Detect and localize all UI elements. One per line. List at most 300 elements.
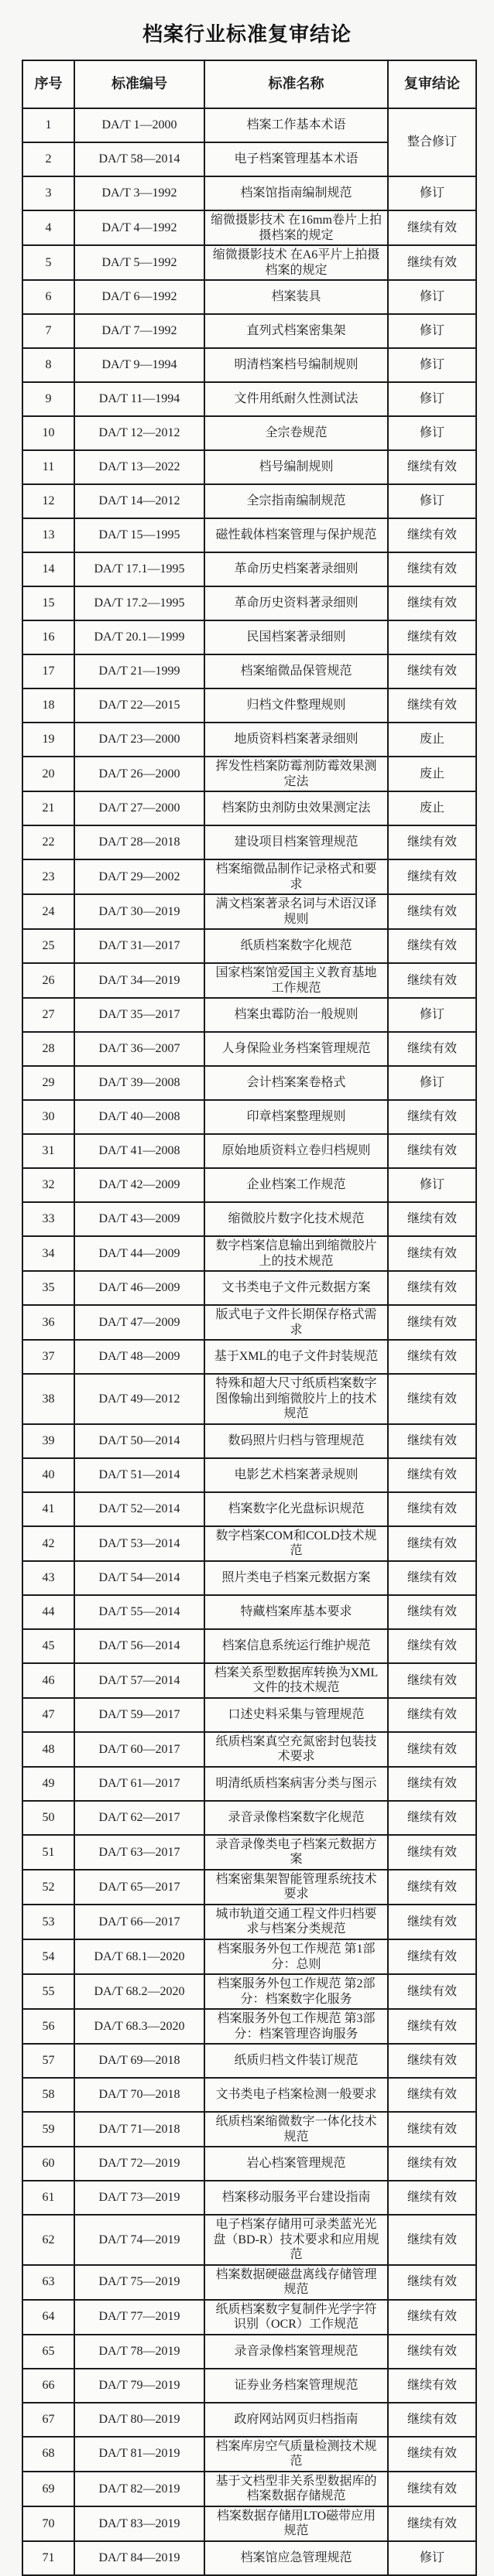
table-row bbox=[22, 1526, 476, 1561]
conclusion-cell: 继续有效 bbox=[388, 1767, 476, 1801]
row-no-cell: 63 bbox=[22, 2265, 74, 2300]
row-no-cell: 10 bbox=[22, 416, 74, 450]
table-row bbox=[22, 620, 476, 654]
row-no-cell: 41 bbox=[22, 1492, 74, 1526]
conclusion-cell: 继续有效 bbox=[388, 929, 476, 963]
table-row bbox=[22, 1340, 476, 1374]
row-no-cell: 44 bbox=[22, 1595, 74, 1629]
table-row bbox=[22, 1168, 476, 1202]
conclusion-cell: 废止 bbox=[388, 723, 476, 757]
header-row bbox=[22, 60, 476, 108]
row-no-cell: 57 bbox=[22, 2044, 74, 2078]
std-name-cell: 人身保险业务档案管理规范 bbox=[204, 1032, 388, 1066]
row-no-cell: 7 bbox=[22, 314, 74, 348]
conclusion-cell: 继续有效 bbox=[388, 552, 476, 586]
conclusion-cell: 继续有效 bbox=[388, 654, 476, 688]
row-no-cell: 2 bbox=[22, 142, 74, 176]
std-name-cell: 基于XML的电子文件封装规范 bbox=[204, 1340, 388, 1374]
std-code-cell: DA/T 46—2009 bbox=[74, 1271, 204, 1305]
table-row bbox=[22, 1458, 476, 1492]
conclusion-cell: 继续有效 bbox=[388, 1032, 476, 1066]
conclusion-cell: 继续有效 bbox=[388, 2181, 476, 2215]
std-name-cell: 文书类电子文件元数据方案 bbox=[204, 1271, 388, 1305]
std-name-cell: 基于文档型非关系型数据库的档案数据存储规范 bbox=[204, 2472, 388, 2506]
conclusion-cell: 继续有效 bbox=[388, 1305, 476, 1340]
std-code-cell: DA/T 12—2012 bbox=[74, 416, 204, 450]
std-code-cell: DA/T 14—2012 bbox=[74, 484, 204, 518]
table-row bbox=[22, 176, 476, 210]
std-name-cell: 档案缩微品保管规范 bbox=[204, 654, 388, 688]
std-name-cell: 特殊和超大尺寸纸质档案数字图像输出到缩微胶片上的技术规范 bbox=[204, 1374, 388, 1424]
table-row bbox=[22, 1032, 476, 1066]
std-name-cell: 版式电子文件长期保存格式需求 bbox=[204, 1305, 388, 1340]
std-name-cell: 特藏档案库基本要求 bbox=[204, 1595, 388, 1629]
conclusion-cell: 继续有效 bbox=[388, 2369, 476, 2403]
row-no-cell: 29 bbox=[22, 1066, 74, 1100]
row-no-cell: 64 bbox=[22, 2300, 74, 2335]
table-row bbox=[22, 2300, 476, 2335]
std-name-cell: 民国档案著录细则 bbox=[204, 620, 388, 654]
conclusion-cell: 继续有效 bbox=[388, 1974, 476, 2009]
std-name-cell: 档案虫霉防治一般规则 bbox=[204, 998, 388, 1032]
row-no-cell: 23 bbox=[22, 859, 74, 894]
table-row bbox=[22, 1974, 476, 2009]
std-code-cell: DA/T 78—2019 bbox=[74, 2335, 204, 2369]
std-code-cell: DA/T 75—2019 bbox=[74, 2265, 204, 2300]
std-name-cell: 建设项目档案管理规范 bbox=[204, 825, 388, 859]
std-code-cell: DA/T 7—1992 bbox=[74, 314, 204, 348]
row-no-cell: 49 bbox=[22, 1767, 74, 1801]
conclusion-cell: 修订 bbox=[388, 484, 476, 518]
row-no-cell: 15 bbox=[22, 586, 74, 620]
std-name-cell: 满文档案著录名词与术语汉译规则 bbox=[204, 894, 388, 929]
row-no-cell: 24 bbox=[22, 894, 74, 929]
row-no-cell: 16 bbox=[22, 620, 74, 654]
table-row bbox=[22, 963, 476, 998]
row-no-cell: 25 bbox=[22, 929, 74, 963]
table-row bbox=[22, 1905, 476, 1939]
std-name-cell: 电影艺术档案著录规则 bbox=[204, 1458, 388, 1492]
row-no-cell: 47 bbox=[22, 1698, 74, 1732]
conclusion-cell: 继续有效 bbox=[388, 963, 476, 998]
row-no-cell: 30 bbox=[22, 1100, 74, 1134]
table-row bbox=[22, 1939, 476, 1974]
table-row bbox=[22, 757, 476, 791]
std-name-cell: 电子档案管理基本术语 bbox=[204, 142, 388, 176]
std-name-cell: 直列式档案密集架 bbox=[204, 314, 388, 348]
conclusion-cell: 修订 bbox=[388, 1066, 476, 1100]
conclusion-cell: 继续有效 bbox=[388, 825, 476, 859]
conclusion-cell: 修订 bbox=[388, 280, 476, 314]
std-name-cell: 缩微胶片数字化技术规范 bbox=[204, 1202, 388, 1236]
table-row bbox=[22, 2437, 476, 2472]
conclusion-cell: 继续有效 bbox=[388, 518, 476, 552]
table-row bbox=[22, 1629, 476, 1663]
std-code-cell: DA/T 62—2017 bbox=[74, 1801, 204, 1835]
row-no-cell: 21 bbox=[22, 791, 74, 825]
std-code-cell: DA/T 6—1992 bbox=[74, 280, 204, 314]
table-row bbox=[22, 2369, 476, 2403]
std-code-cell: DA/T 70—2018 bbox=[74, 2078, 204, 2112]
table-row bbox=[22, 1801, 476, 1835]
std-name-cell: 档案缩微品制作记录格式和要求 bbox=[204, 859, 388, 894]
conclusion-cell: 继续有效 bbox=[388, 2112, 476, 2147]
std-name-cell: 档案密集架智能管理系统技术要求 bbox=[204, 1870, 388, 1905]
std-name-cell: 档案数据硬磁盘离线存储管理规范 bbox=[204, 2265, 388, 2300]
std-name-cell: 档案库房空气质量检测技术规范 bbox=[204, 2437, 388, 2472]
std-code-cell: DA/T 13—2022 bbox=[74, 450, 204, 484]
row-no-cell: 53 bbox=[22, 1905, 74, 1939]
table-row bbox=[22, 1305, 476, 1340]
table-row bbox=[22, 1202, 476, 1236]
table-row bbox=[22, 2112, 476, 2147]
table-row bbox=[22, 245, 476, 280]
row-no-cell: 40 bbox=[22, 1458, 74, 1492]
std-name-cell: 岩心档案管理规范 bbox=[204, 2147, 388, 2181]
std-name-cell: 录音录像类电子档案元数据方案 bbox=[204, 1835, 388, 1870]
row-no-cell: 35 bbox=[22, 1271, 74, 1305]
std-code-cell: DA/T 1—2000 bbox=[74, 108, 204, 142]
table-row bbox=[22, 484, 476, 518]
row-no-cell: 48 bbox=[22, 1732, 74, 1767]
std-name-cell: 国家档案馆爱国主义教育基地工作规范 bbox=[204, 963, 388, 998]
std-name-cell: 文件用纸耐久性测试法 bbox=[204, 382, 388, 416]
table-row bbox=[22, 998, 476, 1032]
row-no-cell: 5 bbox=[22, 245, 74, 280]
std-code-cell: DA/T 61—2017 bbox=[74, 1767, 204, 1801]
table-row bbox=[22, 2403, 476, 2437]
row-no-cell: 66 bbox=[22, 2369, 74, 2403]
conclusion-cell: 继续有效 bbox=[388, 2472, 476, 2506]
table-row bbox=[22, 894, 476, 929]
table-row bbox=[22, 688, 476, 723]
conclusion-cell: 修订 bbox=[388, 2541, 476, 2575]
std-name-cell: 挥发性档案防霉剂防霉效果测定法 bbox=[204, 757, 388, 791]
std-code-cell: DA/T 80—2019 bbox=[74, 2403, 204, 2437]
std-code-cell: DA/T 30—2019 bbox=[74, 894, 204, 929]
std-code-cell: DA/T 53—2014 bbox=[74, 1526, 204, 1561]
conclusion-cell: 继续有效 bbox=[388, 2300, 476, 2335]
row-no-cell: 4 bbox=[22, 210, 74, 245]
std-code-cell: DA/T 52—2014 bbox=[74, 1492, 204, 1526]
row-no-cell: 20 bbox=[22, 757, 74, 791]
std-code-cell: DA/T 17.2—1995 bbox=[74, 586, 204, 620]
std-code-cell: DA/T 20.1—1999 bbox=[74, 620, 204, 654]
std-code-cell: DA/T 5—1992 bbox=[74, 245, 204, 280]
std-name-cell: 缩微摄影技术 在A6平片上拍摄档案的规定 bbox=[204, 245, 388, 280]
conclusion-cell: 继续有效 bbox=[388, 1236, 476, 1271]
std-name-cell: 纸质档案数字化规范 bbox=[204, 929, 388, 963]
row-no-cell: 37 bbox=[22, 1340, 74, 1374]
table-row bbox=[22, 2265, 476, 2300]
std-name-cell: 全宗指南编制规范 bbox=[204, 484, 388, 518]
conclusion-cell: 继续有效 bbox=[388, 2147, 476, 2181]
std-name-cell: 证券业务档案管理规范 bbox=[204, 2369, 388, 2403]
conclusion-cell: 继续有效 bbox=[388, 2403, 476, 2437]
std-code-cell: DA/T 34—2019 bbox=[74, 963, 204, 998]
table-row bbox=[22, 1595, 476, 1629]
conclusion-cell: 修订 bbox=[388, 416, 476, 450]
std-code-cell: DA/T 73—2019 bbox=[74, 2181, 204, 2215]
conclusion-cell: 修订 bbox=[388, 176, 476, 210]
table-row bbox=[22, 1100, 476, 1134]
std-code-cell: DA/T 21—1999 bbox=[74, 654, 204, 688]
conclusion-cell: 继续有效 bbox=[388, 450, 476, 484]
table-header bbox=[22, 60, 476, 108]
conclusion-cell: 继续有效 bbox=[388, 1801, 476, 1835]
std-code-cell: DA/T 57—2014 bbox=[74, 1663, 204, 1698]
conclusion-cell: 继续有效 bbox=[388, 2078, 476, 2112]
std-name-cell: 纸质档案缩微数字一体化技术规范 bbox=[204, 2112, 388, 2147]
conclusion-cell: 修订 bbox=[388, 348, 476, 382]
std-name-cell: 革命历史档案著录细则 bbox=[204, 552, 388, 586]
std-name-cell: 会计档案案卷格式 bbox=[204, 1066, 388, 1100]
conclusion-cell: 继续有效 bbox=[388, 586, 476, 620]
std-code-cell: DA/T 54—2014 bbox=[74, 1561, 204, 1595]
header-no: 序号 bbox=[22, 60, 74, 108]
table-row bbox=[22, 723, 476, 757]
row-no-cell: 42 bbox=[22, 1526, 74, 1561]
table-row bbox=[22, 314, 476, 348]
conclusion-cell: 继续有效 bbox=[388, 1492, 476, 1526]
row-no-cell: 52 bbox=[22, 1870, 74, 1905]
table-row bbox=[22, 2335, 476, 2369]
conclusion-cell: 修订 bbox=[388, 1168, 476, 1202]
row-no-cell: 70 bbox=[22, 2506, 74, 2541]
conclusion-cell: 继续有效 bbox=[388, 2215, 476, 2265]
std-code-cell: DA/T 65—2017 bbox=[74, 1870, 204, 1905]
std-code-cell: DA/T 22—2015 bbox=[74, 688, 204, 723]
std-code-cell: DA/T 84—2019 bbox=[74, 2541, 204, 2575]
header-std-name: 标准名称 bbox=[204, 60, 388, 108]
row-no-cell: 12 bbox=[22, 484, 74, 518]
row-no-cell: 13 bbox=[22, 518, 74, 552]
std-code-cell: DA/T 49—2012 bbox=[74, 1374, 204, 1424]
row-no-cell: 33 bbox=[22, 1202, 74, 1236]
table-row bbox=[22, 1732, 476, 1767]
std-name-cell: 口述史料采集与管理规范 bbox=[204, 1698, 388, 1732]
table-row bbox=[22, 552, 476, 586]
row-no-cell: 46 bbox=[22, 1663, 74, 1698]
std-code-cell: DA/T 59—2017 bbox=[74, 1698, 204, 1732]
table-row bbox=[22, 1374, 476, 1424]
row-no-cell: 43 bbox=[22, 1561, 74, 1595]
table-row bbox=[22, 1698, 476, 1732]
std-code-cell: DA/T 77—2019 bbox=[74, 2300, 204, 2335]
table-row bbox=[22, 1236, 476, 1271]
std-name-cell: 磁性载体档案管理与保护规范 bbox=[204, 518, 388, 552]
conclusion-cell: 继续有效 bbox=[388, 2335, 476, 2369]
std-name-cell: 档案数字化光盘标识规范 bbox=[204, 1492, 388, 1526]
std-name-cell: 明清档案档号编制规则 bbox=[204, 348, 388, 382]
std-code-cell: DA/T 50—2014 bbox=[74, 1424, 204, 1458]
std-code-cell: DA/T 40—2008 bbox=[74, 1100, 204, 1134]
std-name-cell: 数字档案COM和COLD技术规范 bbox=[204, 1526, 388, 1561]
conclusion-cell: 继续有效 bbox=[388, 1698, 476, 1732]
conclusion-cell: 继续有效 bbox=[388, 894, 476, 929]
table-row bbox=[22, 210, 476, 245]
row-no-cell: 26 bbox=[22, 963, 74, 998]
conclusion-cell: 继续有效 bbox=[388, 1424, 476, 1458]
std-code-cell: DA/T 41—2008 bbox=[74, 1134, 204, 1168]
conclusion-cell: 继续有效 bbox=[388, 1732, 476, 1767]
row-no-cell: 19 bbox=[22, 723, 74, 757]
row-no-cell: 17 bbox=[22, 654, 74, 688]
table-row bbox=[22, 1870, 476, 1905]
conclusion-cell: 继续有效 bbox=[388, 2265, 476, 2300]
conclusion-cell: 继续有效 bbox=[388, 1526, 476, 1561]
std-name-cell: 企业档案工作规范 bbox=[204, 1168, 388, 1202]
standards-review-table bbox=[22, 60, 477, 2576]
table-row bbox=[22, 1561, 476, 1595]
table-row bbox=[22, 2078, 476, 2112]
std-code-cell: DA/T 44—2009 bbox=[74, 1236, 204, 1271]
std-name-cell: 档案装具 bbox=[204, 280, 388, 314]
row-no-cell: 34 bbox=[22, 1236, 74, 1271]
conclusion-cell: 继续有效 bbox=[388, 1202, 476, 1236]
table-row bbox=[22, 2044, 476, 2078]
table-row bbox=[22, 929, 476, 963]
conclusion-cell: 继续有效 bbox=[388, 1663, 476, 1698]
std-name-cell: 档案移动服务平台建设指南 bbox=[204, 2181, 388, 2215]
std-name-cell: 归档文件整理规则 bbox=[204, 688, 388, 723]
table-row bbox=[22, 2181, 476, 2215]
table-row bbox=[22, 2147, 476, 2181]
row-no-cell: 14 bbox=[22, 552, 74, 586]
std-code-cell: DA/T 83—2019 bbox=[74, 2506, 204, 2541]
table-row bbox=[22, 2472, 476, 2506]
table-row bbox=[22, 450, 476, 484]
conclusion-cell: 继续有效 bbox=[388, 1905, 476, 1939]
table-row bbox=[22, 586, 476, 620]
std-name-cell: 录音录像档案管理规范 bbox=[204, 2335, 388, 2369]
row-no-cell: 65 bbox=[22, 2335, 74, 2369]
std-code-cell: DA/T 39—2008 bbox=[74, 1066, 204, 1100]
std-name-cell: 地质资料档案著录细则 bbox=[204, 723, 388, 757]
std-code-cell: DA/T 48—2009 bbox=[74, 1340, 204, 1374]
std-code-cell: DA/T 42—2009 bbox=[74, 1168, 204, 1202]
row-no-cell: 31 bbox=[22, 1134, 74, 1168]
header-conclusion: 复审结论 bbox=[388, 60, 476, 108]
row-no-cell: 11 bbox=[22, 450, 74, 484]
std-code-cell: DA/T 79—2019 bbox=[74, 2369, 204, 2403]
row-no-cell: 61 bbox=[22, 2181, 74, 2215]
table-row bbox=[22, 280, 476, 314]
std-code-cell: DA/T 9—1994 bbox=[74, 348, 204, 382]
conclusion-cell: 废止 bbox=[388, 757, 476, 791]
std-code-cell: DA/T 29—2002 bbox=[74, 859, 204, 894]
std-name-cell: 档案馆应急管理规范 bbox=[204, 2541, 388, 2575]
std-name-cell: 电子档案存储用可录类蓝光光盘（BD-R）技术要求和应用规范 bbox=[204, 2215, 388, 2265]
std-code-cell: DA/T 82—2019 bbox=[74, 2472, 204, 2506]
row-no-cell: 18 bbox=[22, 688, 74, 723]
conclusion-cell: 继续有效 bbox=[388, 2044, 476, 2078]
conclusion-cell: 继续有效 bbox=[388, 1458, 476, 1492]
conclusion-cell: 继续有效 bbox=[388, 2437, 476, 2472]
row-no-cell: 45 bbox=[22, 1629, 74, 1663]
conclusion-cell: 修订 bbox=[388, 314, 476, 348]
table-row bbox=[22, 1663, 476, 1698]
row-no-cell: 28 bbox=[22, 1032, 74, 1066]
table-row bbox=[22, 518, 476, 552]
row-no-cell: 39 bbox=[22, 1424, 74, 1458]
table-row bbox=[22, 2009, 476, 2044]
table-row bbox=[22, 2506, 476, 2541]
std-name-cell: 档案防虫剂防虫效果测定法 bbox=[204, 791, 388, 825]
std-code-cell: DA/T 81—2019 bbox=[74, 2437, 204, 2472]
std-name-cell: 纸质档案真空充氮密封包装技术要求 bbox=[204, 1732, 388, 1767]
row-no-cell: 58 bbox=[22, 2078, 74, 2112]
conclusion-cell: 继续有效 bbox=[388, 1629, 476, 1663]
std-name-cell: 城市轨道交通工程文件归档要求与档案分类规范 bbox=[204, 1905, 388, 1939]
conclusion-cell: 废止 bbox=[388, 791, 476, 825]
conclusion-cell: 继续有效 bbox=[388, 2506, 476, 2541]
std-name-cell: 录音录像档案数字化规范 bbox=[204, 1801, 388, 1835]
std-name-cell: 数字档案信息输出到缩微胶片上的技术规范 bbox=[204, 1236, 388, 1271]
conclusion-cell: 继续有效 bbox=[388, 1835, 476, 1870]
table-row bbox=[22, 1835, 476, 1870]
conclusion-cell: 继续有效 bbox=[388, 688, 476, 723]
std-code-cell: DA/T 35—2017 bbox=[74, 998, 204, 1032]
std-code-cell: DA/T 68.1—2020 bbox=[74, 1939, 204, 1974]
row-no-cell: 62 bbox=[22, 2215, 74, 2265]
conclusion-cell: 继续有效 bbox=[388, 245, 476, 280]
std-code-cell: DA/T 69—2018 bbox=[74, 2044, 204, 2078]
std-name-cell: 档案服务外包工作规范 第2部分：档案数字化服务 bbox=[204, 1974, 388, 2009]
std-code-cell: DA/T 58—2014 bbox=[74, 142, 204, 176]
table-row bbox=[22, 859, 476, 894]
std-code-cell: DA/T 56—2014 bbox=[74, 1629, 204, 1663]
conclusion-cell: 继续有效 bbox=[388, 1340, 476, 1374]
conclusion-cell: 继续有效 bbox=[388, 859, 476, 894]
std-code-cell: DA/T 31—2017 bbox=[74, 929, 204, 963]
std-code-cell: DA/T 60—2017 bbox=[74, 1732, 204, 1767]
row-no-cell: 71 bbox=[22, 2541, 74, 2575]
conclusion-cell: 继续有效 bbox=[388, 1374, 476, 1424]
conclusion-cell: 继续有效 bbox=[388, 1100, 476, 1134]
std-name-cell: 全宗卷规范 bbox=[204, 416, 388, 450]
row-no-cell: 56 bbox=[22, 2009, 74, 2044]
std-name-cell: 缩微摄影技术 在16mm卷片上拍摄档案的规定 bbox=[204, 210, 388, 245]
row-no-cell: 3 bbox=[22, 176, 74, 210]
std-code-cell: DA/T 55—2014 bbox=[74, 1595, 204, 1629]
row-no-cell: 68 bbox=[22, 2437, 74, 2472]
std-name-cell: 档案工作基本术语 bbox=[204, 108, 388, 142]
row-no-cell: 50 bbox=[22, 1801, 74, 1835]
std-code-cell: DA/T 71—2018 bbox=[74, 2112, 204, 2147]
std-code-cell: DA/T 3—1992 bbox=[74, 176, 204, 210]
table-row bbox=[22, 1492, 476, 1526]
row-no-cell: 51 bbox=[22, 1835, 74, 1870]
std-name-cell: 档号编制规则 bbox=[204, 450, 388, 484]
std-name-cell: 明清纸质档案病害分类与图示 bbox=[204, 1767, 388, 1801]
table-row bbox=[22, 348, 476, 382]
table-body bbox=[22, 108, 476, 2575]
std-code-cell: DA/T 51—2014 bbox=[74, 1458, 204, 1492]
std-name-cell: 档案服务外包工作规范 第1部分：总则 bbox=[204, 1939, 388, 1974]
std-name-cell: 原始地质资料立卷归档规则 bbox=[204, 1134, 388, 1168]
row-no-cell: 38 bbox=[22, 1374, 74, 1424]
std-name-cell: 档案数据存储用LTO磁带应用规范 bbox=[204, 2506, 388, 2541]
std-name-cell: 纸质档案数字复制件光学字符识别（OCR）工作规范 bbox=[204, 2300, 388, 2335]
std-name-cell: 印章档案整理规则 bbox=[204, 1100, 388, 1134]
std-name-cell: 档案关系型数据库转换为XML文件的技术规范 bbox=[204, 1663, 388, 1698]
std-code-cell: DA/T 36—2007 bbox=[74, 1032, 204, 1066]
std-code-cell: DA/T 63—2017 bbox=[74, 1835, 204, 1870]
std-code-cell: DA/T 15—1995 bbox=[74, 518, 204, 552]
table-row bbox=[22, 2215, 476, 2265]
conclusion-cell: 继续有效 bbox=[388, 1939, 476, 1974]
